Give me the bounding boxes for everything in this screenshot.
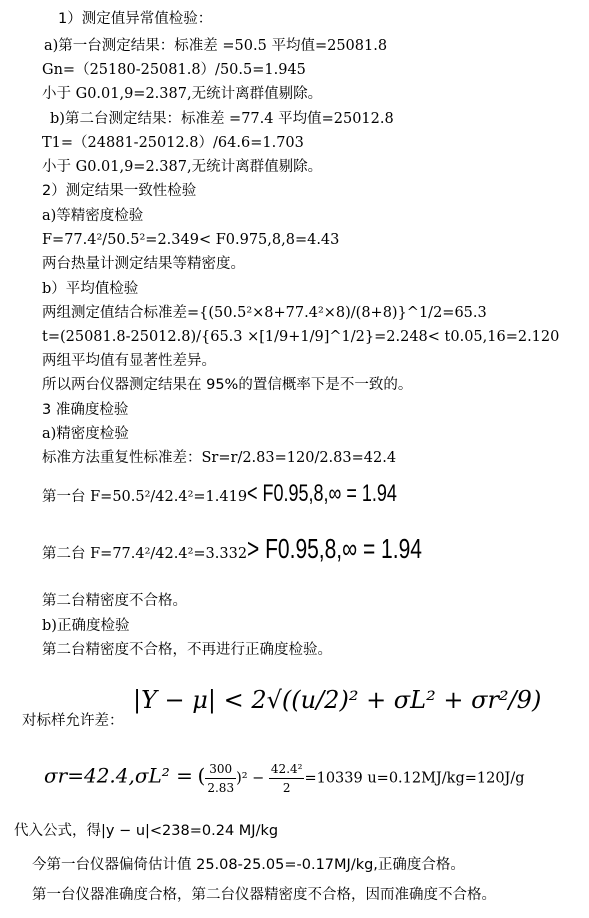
line-final-conclusion: 第一台仪器准确度合格，第二台仪器精密度不合格，因而准确度不合格。 (32, 887, 496, 903)
line-substitute-formula: 代入公式，得|y − u|<238=0.24 MJ/kg (14, 823, 279, 839)
line-trueness-test: b)正确度检验 (42, 618, 130, 634)
line-first-unit-result: a)第一台测定结果：标准差 =50.5 平均值=25081.8 (44, 38, 388, 54)
section-3-heading: 3 准确度检验 (42, 402, 129, 418)
line-mean-test: b）平均值检验 (42, 281, 139, 297)
line-gn-calc: Gn=（25180-25081.8）/50.5=1.945 (42, 62, 306, 78)
second-unit-f-text: 第二台 F=77.4²/42.4²=3.332 (42, 546, 248, 562)
sigma-result: =10339 u=0.12MJ/kg=120J/g (304, 770, 525, 787)
line-t-test: t=(25081.8-25012.8)/{65.3 ×[1/9+1/9]^1/2}=2.248< t0.05,16=2.120 (42, 329, 560, 345)
line-second-unit-fail: 第二台精密度不合格。 (42, 593, 187, 609)
line-equal-precision-test: a)等精密度检验 (42, 208, 144, 224)
line-second-unit-result: b)第二台测定结果：标准差 =77.4 平均值=25012.8 (50, 111, 394, 127)
sigma-minus: )² − (236, 770, 265, 787)
line-no-outlier-1: 小于 G0.01,9=2.387,无统计离群值剔除。 (42, 86, 323, 102)
line-no-trueness-test: 第二台精密度不合格，不再进行正确度检验。 (42, 642, 332, 658)
second-unit-f-critical: > F0.95,8,∞ = 1.94 (247, 533, 422, 564)
line-equal-precision-conclusion: 两台热量计测定结果等精密度。 (42, 256, 245, 272)
line-precision-test: a)精密度检验 (42, 426, 129, 442)
line-t1-calc: T1=（24881-25012.8）/64.6=1.703 (42, 135, 304, 151)
line-first-unit-f (42, 480, 447, 507)
line-second-unit-f (42, 533, 480, 564)
line-repeatability-std: 标准方法重复性标准差：Sr=r/2.83=120/2.83=42.4 (42, 450, 397, 466)
first-unit-f-critical: < F0.95,8,∞ = 1.94 (247, 480, 398, 507)
section-1-heading: 1）测定值异常值检验： (58, 11, 213, 27)
allowed-difference-formula: |Y − μ| < 2√((u/2)² + σL² + σr²/9) (133, 686, 542, 714)
section-2-heading: 2）测定结果一致性检验 (42, 183, 197, 199)
first-unit-f-text: 第一台 F=50.5²/42.4²=1.419 (42, 489, 248, 505)
line-f-test: F=77.4²/50.5²=2.349< F0.975,8,8=4.43 (42, 232, 340, 248)
line-inconsistent-conclusion: 所以两台仪器测定结果在 95%的置信概率下是不一致的。 (42, 377, 413, 393)
line-no-outlier-2: 小于 G0.01,9=2.387,无统计离群值剔除。 (42, 159, 323, 175)
line-sigma-values: σr=42.4,σL² = ( $\frac{300}{2.83}$ )² − $\frac{\text{42.4²}}{2}$ =10339 u=0.12MJ/kg=120J/g (44, 762, 525, 795)
line-significant-difference: 两组平均值有显著性差异。 (42, 353, 216, 369)
line-combined-std: 两组测定值结合标准差={(50.5²×8+77.4²×8)/(8+8)}^1/2=65.3 (42, 305, 487, 321)
line-allowed-difference-label: 对标样允许差： (22, 713, 124, 729)
fraction-42-4-sq-over-2: $\frac{\text{42.4²}}{2}$ (270, 762, 303, 795)
sigma-text: σr=42.4,σL² = (44, 763, 193, 788)
fraction-300-over-2-83: $\frac{300}{2.83}$ (207, 762, 235, 795)
line-bias-estimate: 今第一台仪器偏倚估计值 25.08-25.05=-0.17MJ/kg,正确度合格。 (32, 857, 465, 873)
